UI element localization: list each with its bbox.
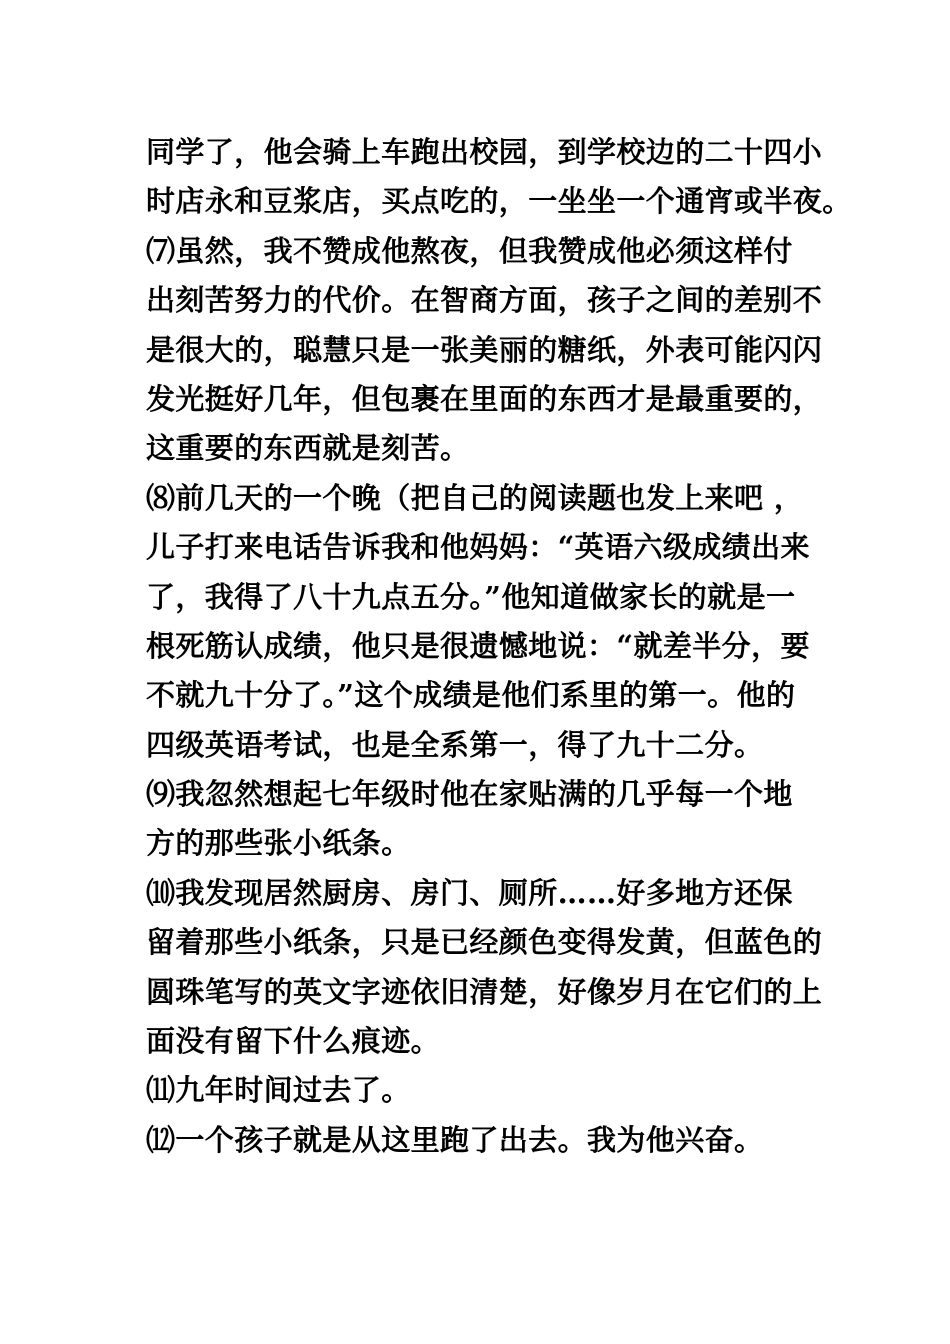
- text-line: 方的那些张小纸条。: [146, 826, 411, 861]
- text-line: 发光挺好几年，但包裹在里面的东西才是最重要的，: [146, 381, 823, 416]
- text-line: ⑾九年时间过去了。: [146, 1073, 411, 1108]
- text-line: 根死筋认成绩，他只是很遗憾地说：“就差半分，要: [146, 628, 810, 663]
- text-line: ⑿一个孩子就是从这里跑了出去。我为他兴奋。: [146, 1122, 764, 1157]
- text-line: 同学了，他会骑上车跑出校园，到学校边的二十四小: [146, 135, 823, 169]
- text-line: 四级英语考试，也是全系第一，得了九十二分。: [146, 727, 764, 762]
- text-line: ⑽我发现居然厨房、房门、厕所……好多地方还保: [146, 875, 793, 910]
- text-line: ⑻前几天的一个晚（把自己的阅读题也发上来吧 ，: [146, 480, 804, 515]
- body-text: [146, 128, 852, 1165]
- text-line: 了，我得了八十九点五分。”他知道做家长的就是一: [146, 579, 796, 614]
- text-line: 时店永和豆浆店，买点吃的，一坐坐一个通宵或半夜。: [146, 184, 852, 219]
- text-line: 这重要的东西就是刻苦。: [146, 431, 470, 466]
- text-line: 不就九十分了。”这个成绩是他们系里的第一。他的: [146, 678, 796, 713]
- text-line: 留着那些小纸条，只是已经颜色变得发黄，但蓝色的: [146, 925, 823, 960]
- text-line: 是很大的，聪慧只是一张美丽的糖纸，外表可能闪闪: [146, 332, 823, 367]
- text-line: 出刻苦努力的代价。在智商方面，孩子之间的差别不: [146, 283, 823, 318]
- text-line: ⑼我忽然想起七年级时他在家贴满的几乎每一个地: [146, 777, 793, 812]
- text-line: 圆珠笔写的英文字迹依旧清楚，好像岁月在它们的上: [146, 974, 823, 1009]
- text-line: 面没有留下什么痕迹。: [146, 1024, 441, 1059]
- text-line: ⑺虽然，我不赞成他熬夜，但我赞成他必须这样付: [146, 233, 793, 268]
- text-line: 儿子打来电话告诉我和他妈妈：“英语六级成绩出来: [146, 530, 810, 565]
